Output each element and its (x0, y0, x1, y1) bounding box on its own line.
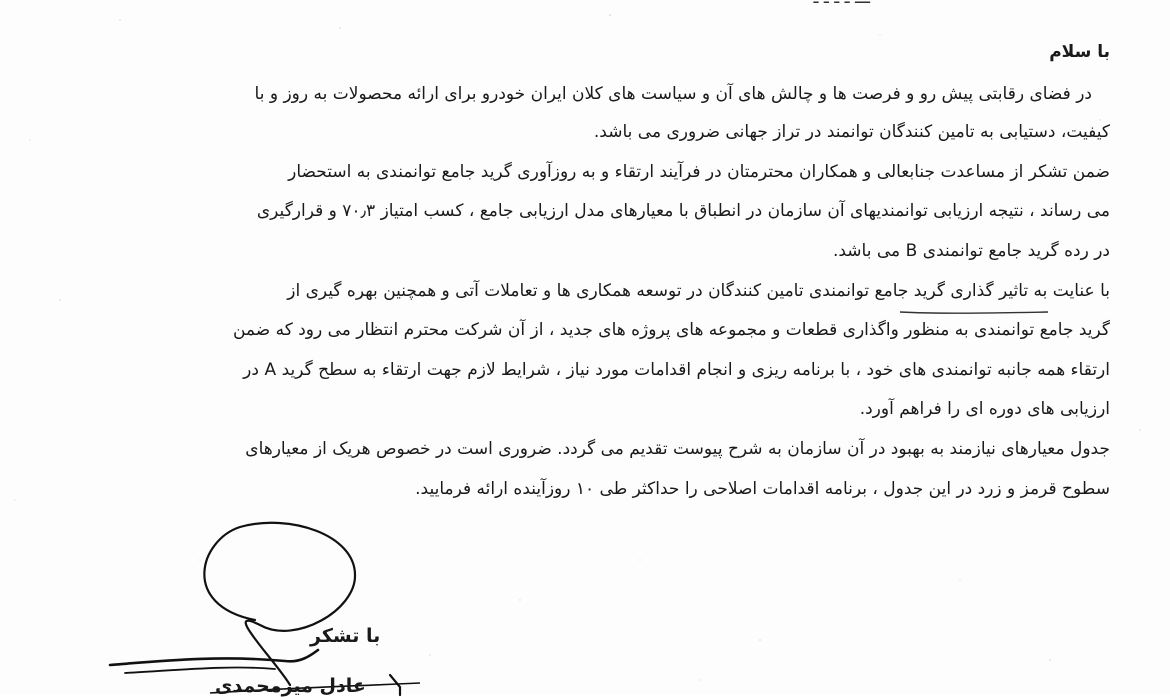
body-line: سطوح قرمز و زرد در این جدول ، برنامه اقدامات اصلاحی را حداکثر طی ۱۰ روزآینده ارائه فرمایید. (415, 479, 1110, 499)
body-line: کیفیت، دستیابی به تامین کنندگان توانمند در تراز جهانی ضروری می باشد. (593, 122, 1110, 142)
signatory-name: عادل میرمحمدی (215, 675, 366, 697)
body-line: ارتقاء همه جانبه توانمندی های خود ، با برنامه ریزی و انجام اقدامات مورد نیاز ، شرایط لازم جهت ارتقاء به سطح گرید A در (243, 360, 1110, 380)
body-line: در رده گرید جامع توانمندی B می باشد. (832, 241, 1110, 261)
handwritten-signature-icon (100, 515, 440, 695)
body-line: در فضای رقابتی پیش رو و فرصت ها و چالش های آن و سیاست های کلان ایران خودرو برای ارائه محصولات به روز و با (254, 84, 1092, 104)
body-line: گرید جامع توانمندی به منظور واگذاری قطعات و مجموعه های پروژه های جدید ، از آن شرکت محترم انتظار می رود که ضمن (232, 320, 1110, 340)
cropped-top-line (814, 0, 870, 8)
body-line: ارزیابی های دوره ای را فراهم آورد. (859, 399, 1110, 419)
letter-body (50, 84, 1110, 499)
signature-block (100, 515, 440, 695)
greeting: با سلام (1049, 42, 1110, 62)
body-line: جدول معیارهای نیازمند به بهبود در آن سازمان به شرح پیوست تقدیم می گردد. ضروری است در خصوص هریک از معیارهای (245, 439, 1110, 459)
body-line: ضمن تشکر از مساعدت جنابعالی و همکاران محترمتان در فرآیند ارتقاء و به روزآوری گرید جامع توانمندی به استحضار (288, 162, 1110, 182)
body-line: می رساند ، نتیجه ارزیابی توانمندیهای آن سازمان در انطباق با معیارهای مدل ارزیابی جامع ، کسب امتیاز ۷۰٫۳ و قرارگیری (256, 201, 1110, 221)
body-line: با عنایت به تاثیر گذاری گرید جامع توانمندی تامین کنندگان در توسعه همکاری ها و تعاملات آتی و همچنین بهره گیری از (287, 281, 1110, 301)
closing-text: با تشکر (310, 625, 381, 647)
